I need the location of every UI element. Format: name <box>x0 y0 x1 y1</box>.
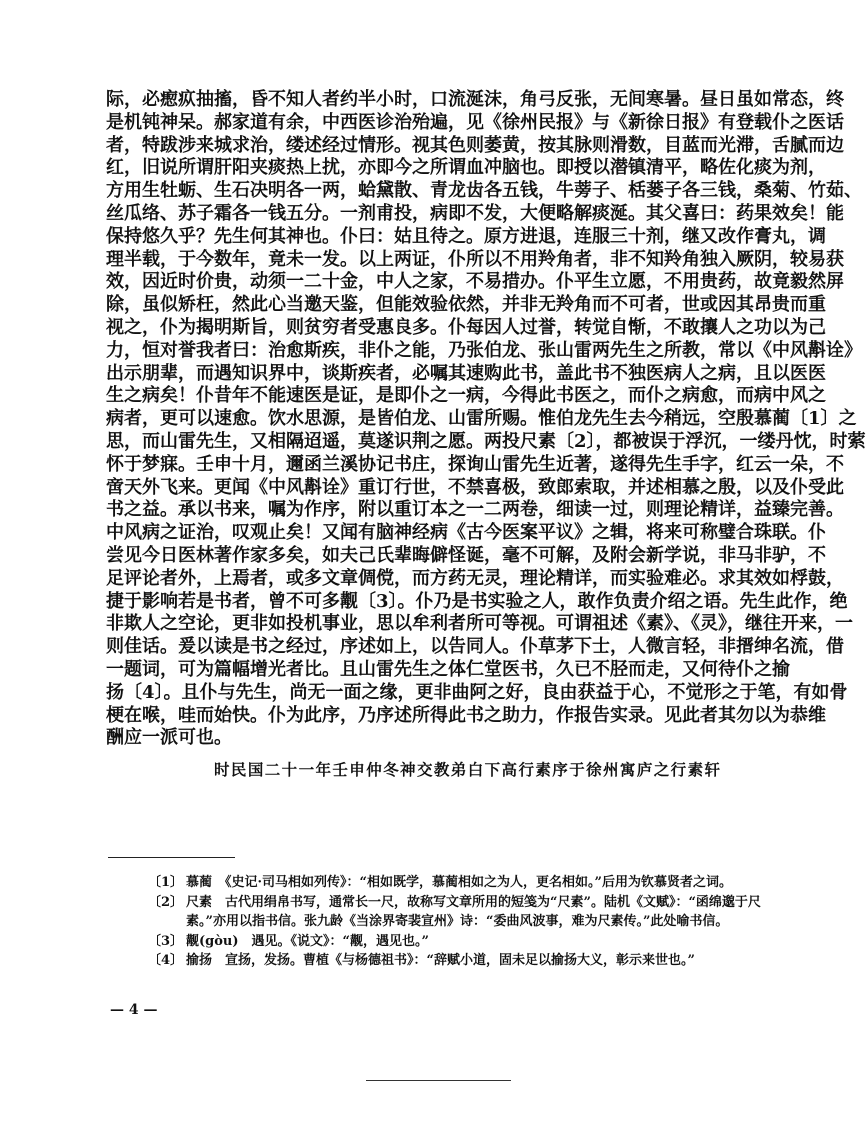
body-line: 红，旧说所谓肝阳夹痰热上扰，亦即今之所谓血冲脑也。即授以潜镇清平，略佐化痰为剂， <box>106 157 826 179</box>
footnote-item <box>148 873 763 893</box>
footnote-divider <box>108 857 235 858</box>
footnote-marker: 〔2〕 <box>148 894 184 910</box>
body-line: 生之病矣！仆昔年不能速医是证，是即仆之一病，今得此书医之，而仆之病愈，而病中风之 <box>106 385 826 407</box>
body-line: 书之益。承以书来，嘱为作序，附以重订本之一二两卷，细读一过，则理论精详，益臻完善。 <box>106 499 844 521</box>
page-number: — 4 — <box>110 1002 158 1018</box>
footnote-marker: 〔1〕 <box>148 875 184 890</box>
footnote-item <box>148 893 763 932</box>
body-line: 出示朋辈，而遇知识界中，谈斯疾者，必嘱其速购此书，盖此书不独医病人之病，且以医医 <box>106 362 826 384</box>
body-line: 扬〔4〕。且仆与先生，尚无一面之缘，更非曲阿之好，良由获益于心，不觉形之于笔，有如骨 <box>106 681 848 703</box>
footnote-item <box>148 932 763 952</box>
body-line: 捷于影响若是书者，曾不可多觏〔3〕。仆乃是书实验之人，敢作负责介绍之语。先生此作，绝 <box>106 590 848 612</box>
body-line: 一题词，可为篇幅增光者比。且山雷先生之体仁堂医书，久已不胫而走，又何待仆之揄 <box>106 658 790 680</box>
signature-line: 时民国二十一年壬申仲冬神交教弟白下高行素序于徐州寓庐之行素轩 <box>214 760 720 779</box>
body-line: 视之，仆为揭明斯旨，则贫穷者受惠良多。仆每因人过誉，转觉自惭，不敢攘人之功以为己 <box>106 316 826 338</box>
footnote-item <box>148 951 763 971</box>
footnote-text: 揄扬 宣扬，发扬。曹植《与杨德祖书》：“辞赋小道，固未足以揄扬大义，彰示来世也。” <box>186 953 695 968</box>
footnote-text: 慕蔺 《史记·司马相如列传》：“相如既学，慕蔺相如之为人，更名相如。”后用为钦慕贤者之词。 <box>186 875 732 890</box>
bottom-divider <box>366 1080 511 1081</box>
body-line: 非欺人之空论，更非如投机事业，思以牟利者所可等视。可谓祖述《素》、《灵》，继往开来，一 <box>106 613 853 635</box>
body-line: 丝瓜络、苏子霜各一钱五分。一剂甫投，病即不发，大便略解痰涎。其父喜曰：药果效矣！能 <box>106 202 844 224</box>
body-line: 者，特跋涉来城求治，缕述经过情形。视其色则萎黄，按其脉则滑数，目蓝而光滞，舌腻而边 <box>106 134 844 156</box>
body-line: 是机钝神呆。郝家道有余，中西医诊治殆遍，见《徐州民报》与《新徐日报》有登载仆之医话 <box>106 111 844 133</box>
body-line: 啻天外飞来。更闻《中风斠诠》重订行世，不禁喜极，致郎索取，并述相慕之殷，以及仆受此 <box>106 476 844 498</box>
body-line: 力，恒对誉我者曰：治愈斯疾，非仆之能，乃张伯龙、张山雷两先生之所教，常以《中风斠诠》 <box>106 339 862 361</box>
body-line: 则佳话。爰以读是书之经过，序述如上，以告同人。仆草茅下士，人微言轻，非搢绅名流，借 <box>106 636 844 658</box>
body-line: 病者，更可以速愈。饮水思源，是皆伯龙、山雷所赐。惟伯龙先生去今稍远，空殷慕蔺〔1〕之 <box>106 408 857 430</box>
body-line: 保持悠久乎？先生何其神也。仆曰：姑且待之。原方进退，连服三十剂，继又改作膏丸，调 <box>106 225 826 247</box>
footnote-text: 尺素 古代用绢帛书写，通常长一尺，故称写文章所用的短笺为“尺素”。陆机《文赋》：“函绵邈于尺素。”亦用以指书信。张九龄《当涂界寄裴宣州》诗：“委曲风波事，难为尺素传。”此处喻书信。 <box>186 894 761 929</box>
body-line: 方用生牡蛎、生石决明各一两，蛤黛散、青龙齿各五钱，牛蒡子、栝蒌子各三钱，桑菊、竹茹、 <box>106 180 862 202</box>
footnotes <box>148 873 763 971</box>
body-line: 中风病之证治，叹观止矣！又闻有脑神经病《古今医案平议》之辑，将来可称璧合珠联。仆 <box>106 522 826 544</box>
body-line: 思，而山雷先生，又相隔迢遥，莫遂识荆之愿。两投尺素〔2〕，都被误于浮沉，一缕丹忱，时萦 <box>106 430 866 452</box>
footnote-marker: 〔3〕 <box>148 933 184 949</box>
body-line: 理半载，于今数年，竟未一发。以上两证，仆所以不用羚角者，非不知羚角独入厥阴，较易获 <box>106 248 844 270</box>
footnote-marker: 〔4〕 <box>148 953 184 968</box>
body-line: 尝见今日医林著作家多矣，如夫己氏辈晦僻怪诞，毫不可解，及附会新学说，非马非驴，不 <box>106 544 826 566</box>
body-line: 怀于梦寐。壬申十月，邇函兰溪协记书庄，探询山雷先生近著，遂得先生手字，红云一朵，不 <box>106 453 844 475</box>
body-line: 酬应一派可也。 <box>106 727 232 749</box>
body-line: 际，必瘛疭抽搐，昏不知人者约半小时，口流涎沫，角弓反张，无间寒暑。昼日虽如常态，终 <box>106 89 844 110</box>
footnote-text: 觏(gòu) 遇见。《说文》：“觏，遇见也。” <box>186 933 429 949</box>
body-text <box>106 89 866 750</box>
body-line: 足评论者外，上焉者，或多文章倜傥，而方药无灵，理论精详，而实验难必。求其效如桴鼓， <box>106 567 844 589</box>
body-line: 除，虽似矫枉，然此心当邀天鉴，但能效验依然，并非无羚角而不可者，世或因其昂贵而重 <box>106 294 826 316</box>
body-line: 梗在喉，哇而始快。仆为此序，乃序述所得此书之助力，作报告实录。见此者其勿以为恭维 <box>106 704 826 726</box>
body-line: 效，因近时价贵，动须一二十金，中人之家，不易措办。仆平生立愿，不用贵药，故竟毅然屏 <box>106 271 844 293</box>
